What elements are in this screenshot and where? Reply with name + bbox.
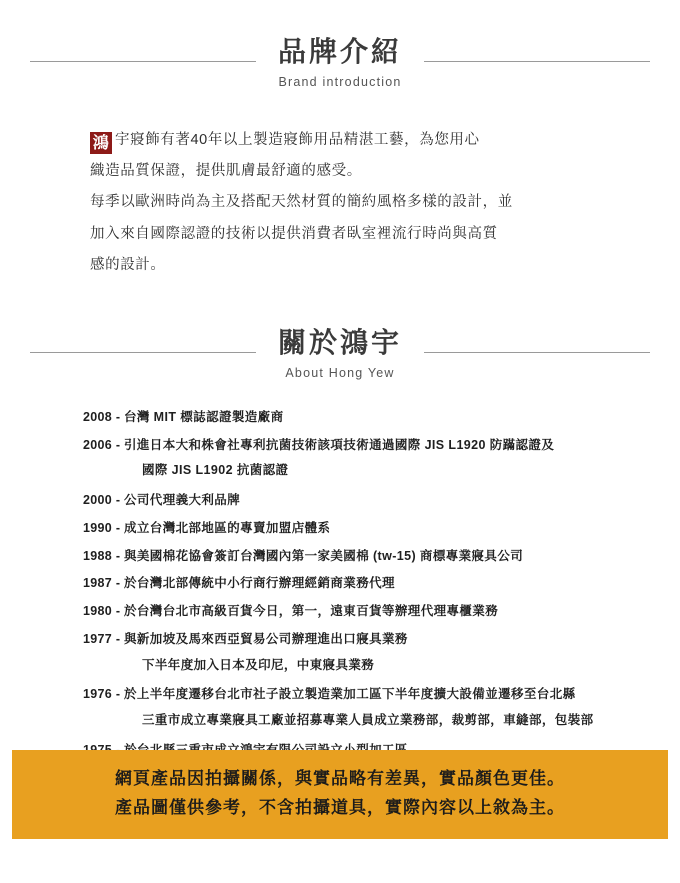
hongyew-logo-icon: 鴻 [90,132,112,154]
timeline-line: 引進日本大和株會社專利抗菌技術該項技術通過國際 JIS L1920 防蹣認證及 [124,437,555,452]
timeline-row [60,436,620,481]
about-title-cn: 關於鴻宇 [278,326,403,358]
timeline-line: 公司代理義大利品牌 [124,493,241,508]
brand-paragraph-line-1 [90,125,590,156]
timeline-entry-text [124,491,620,510]
brand-paragraph-line-2: 織造品質保證，提供肌膚最舒適的感受。 [90,163,362,180]
about-rule-left [30,352,256,353]
timeline-line: 成立台灣北部地區的專賣加盟店體系 [124,520,331,535]
timeline-year: 1977 [82,631,112,646]
disclaimer-line-1: 網頁產品因拍攝關係，與實品略有差異，實品顏色更佳。 [115,768,565,788]
heading-rule-right [424,61,650,62]
timeline-year: 1990 [82,520,112,535]
brand-heading-text [256,34,424,89]
timeline-line: 國際 JIS L1902 抗菌認證 [142,463,289,478]
timeline-year: 2006 [82,437,112,452]
timeline-year: 2000 [82,493,112,508]
timeline-line: 下半年度加入日本及印尼，中東寢具業務 [142,657,375,672]
timeline-year: 1980 [82,604,112,619]
disclaimer-line-2: 產品圖僅供參考，不含拍攝道具，實際內容以上敘為主。 [115,798,565,818]
brand-paragraph-line-3: 每季以歐洲時尚為主及搭配天然材質的簡約風格多樣的設計，並 [90,194,513,211]
timeline-line: 於上半年度遷移台北市社子設立製造業加工區下半年度擴大設備並遷移至台北縣 [124,687,576,702]
about-title-en: About Hong Yew [285,365,395,380]
about-heading-text [256,325,424,380]
brand-title-cn: 品牌介紹 [278,36,403,67]
timeline-row [60,547,620,566]
timeline-line: 三重市成立專業寢具工廠並招募專業人員成立業務部，裁剪部，車縫部，包裝部 [142,713,594,728]
timeline-row [60,574,620,593]
brand-paragraph-line-5: 感的設計。 [90,256,166,273]
brand-section-heading [30,34,650,89]
timeline-row [60,602,620,621]
timeline-entry-text [124,547,620,566]
timeline-year: 1987 [82,576,112,591]
timeline-entry-text [124,685,620,730]
top-spacer [0,0,680,34]
about-rule-right [424,352,650,353]
timeline-line: 於台灣台北市高級百貨今日，第一，遠東百貨等辦理代理專櫃業務 [124,604,499,619]
timeline-dash: - [115,687,121,702]
timeline-dash: - [115,631,121,646]
timeline-row [60,630,620,675]
company-timeline [60,408,620,760]
timeline-row [60,408,620,427]
disclaimer-banner [12,750,668,840]
timeline-entry-text [124,574,620,593]
timeline-dash: - [115,437,121,452]
timeline-dash: - [115,604,121,619]
timeline-line: 與美國棉花協會簽訂台灣國內第一家美國棉 (tw-15) 商標專業寢具公司 [124,548,524,563]
mid-spacer [0,281,680,325]
timeline-year: 1976 [82,687,112,702]
timeline-dash: - [115,576,121,591]
brand-paragraph-line-1-text: 宇寢飾有著40年以上製造寢飾用品精湛工藝，為您用心 [115,132,480,148]
timeline-entry-text [124,436,620,481]
timeline-entry-text [124,408,620,427]
timeline-entry-text [124,630,620,675]
timeline-year: 1988 [82,548,112,563]
timeline-entry-text [124,602,620,621]
timeline-row [60,519,620,538]
timeline-dash: - [115,548,121,563]
heading-rule-left [30,61,256,62]
timeline-entry-text [124,519,620,538]
timeline-dash: - [115,493,121,508]
timeline-row [60,685,620,730]
timeline-line: 於台灣北部傳統中小行商行辦理經銷商業務代理 [124,576,395,591]
brand-paragraph-block [90,125,590,281]
timeline-row [60,491,620,510]
timeline-line: 與新加坡及馬來西亞貿易公司辦理進出口寢具業務 [124,631,408,646]
brand-title-en: Brand introduction [278,75,402,89]
about-section-heading [30,325,650,380]
timeline-dash: - [115,409,121,424]
timeline-line: 台灣 MIT 標誌認證製造廠商 [124,409,284,424]
brand-paragraph-line-4: 加入來自國際認證的技術以提供消費者臥室裡流行時尚與高質 [90,225,498,242]
timeline-year: 2008 [82,409,112,424]
timeline-dash: - [115,520,121,535]
